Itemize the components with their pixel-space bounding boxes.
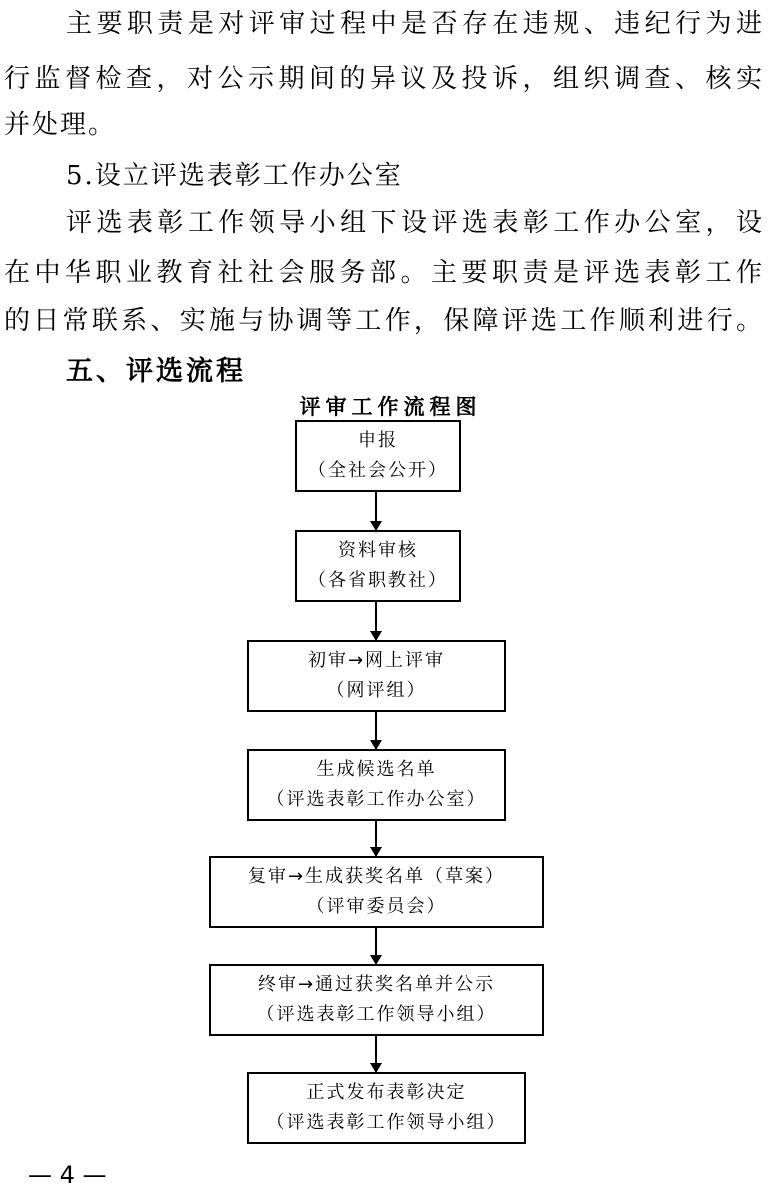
paragraph-line: 评选表彰工作领导小组下设评选表彰工作办公室，设	[66, 208, 764, 238]
flow-step-owner: （评选表彰工作领导小组）	[256, 1004, 497, 1025]
flow-step	[247, 640, 506, 712]
flow-step-title: 复审→生成获奖名单（草案）	[247, 866, 506, 887]
paragraph-line: 行监督检查，对公示期间的异议及投诉，组织调查、核实	[4, 64, 764, 94]
flow-step-owner: （评审委员会）	[306, 896, 447, 917]
flow-step-owner: （评选表彰工作领导小组）	[266, 1112, 507, 1133]
flow-step-title: 生成候选名单	[316, 759, 437, 780]
flow-step	[209, 856, 544, 928]
flow-step	[209, 964, 544, 1036]
flowchart-title: 评审工作流程图	[299, 395, 482, 419]
flow-step	[247, 1072, 526, 1144]
subheading: 5.设立评选表彰工作办公室	[66, 161, 403, 191]
down-arrow-icon	[375, 712, 377, 749]
section-heading: 五、评选流程	[66, 356, 246, 387]
flow-step-title: 正式发布表彰决定	[306, 1082, 467, 1103]
flow-step-owner: （全社会公开）	[308, 460, 448, 481]
flow-step-title: 资料审核	[338, 540, 418, 561]
flow-step-title: 终审→通过获奖名单并公示	[257, 974, 496, 995]
flow-step-owner: （网评组）	[326, 680, 427, 701]
paragraph-line: 并处理。	[4, 110, 117, 140]
down-arrow-icon	[375, 602, 377, 640]
page-number: — 4 —	[28, 1161, 107, 1189]
flow-step-owner: （评选表彰工作办公室）	[266, 789, 487, 810]
down-arrow-icon	[375, 492, 377, 530]
flow-step	[247, 749, 506, 821]
flow-step-title: 申报	[358, 430, 398, 451]
paragraph-line: 的日常联系、实施与协调等工作，保障评选工作顺利进行。	[4, 306, 764, 336]
down-arrow-icon	[375, 1036, 377, 1072]
down-arrow-icon	[375, 928, 377, 964]
down-arrow-icon	[375, 821, 377, 856]
flow-step-owner: （各省职教社）	[308, 570, 448, 591]
paragraph-line: 在中华职业教育社社会服务部。主要职责是评选表彰工作	[4, 258, 764, 288]
paragraph-line: 主要职责是对评审过程中是否存在违规、违纪行为进	[66, 9, 764, 39]
flow-step	[295, 420, 461, 492]
flow-step-title: 初审→网上评审	[307, 650, 446, 671]
flow-step	[295, 530, 461, 602]
